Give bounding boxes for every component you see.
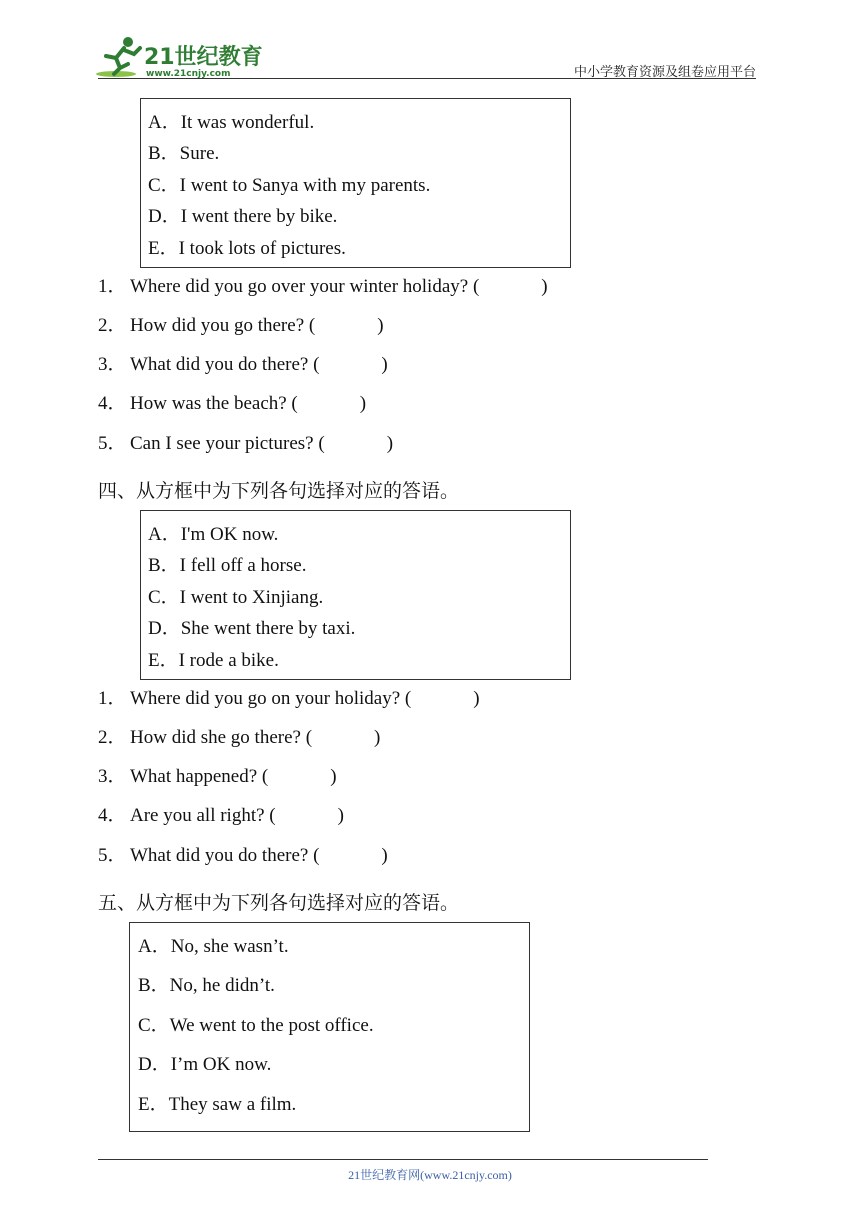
option-4c: C．I went to Xinjiang. xyxy=(148,587,324,608)
option-5d: D．I’m OK now. xyxy=(138,1054,272,1075)
question-4-3: 3． What happened? ( ) xyxy=(98,766,337,787)
question-4-5: 5． What did you do there? ( ) xyxy=(98,845,388,866)
option-4b: B．I fell off a horse. xyxy=(148,555,307,576)
option-3a: A．It was wonderful. xyxy=(148,112,315,133)
option-5c: C．We went to the post office. xyxy=(138,1015,374,1036)
section-5-heading: 五、从方框中为下列各句选择对应的答语。 xyxy=(98,892,460,914)
question-3-5: 5． Can I see your pictures? ( ) xyxy=(98,433,394,454)
option-5e: E．They saw a film. xyxy=(138,1094,297,1115)
option-3e: E．I took lots of pictures. xyxy=(148,238,346,259)
site-logo xyxy=(94,34,264,80)
option-5a: A．No, she wasn’t. xyxy=(138,936,289,957)
header-platform-text: 中小学教育资源及组卷应用平台 xyxy=(573,65,756,80)
svg-text:21世纪教育: 21世纪教育 xyxy=(144,45,263,70)
question-4-1: 1． Where did you go on your holiday? ( ) xyxy=(98,688,480,709)
runner-icon xyxy=(96,37,140,77)
option-3d: D．I went there by bike. xyxy=(148,206,338,227)
question-3-1: 1． Where did you go over your winter holiday? ( ) xyxy=(98,276,548,297)
section-4-heading: 四、从方框中为下列各句选择对应的答语。 xyxy=(98,480,460,502)
footer-link[interactable]: 21世纪教育网(www.21cnjy.com) xyxy=(348,1168,512,1182)
header-divider xyxy=(98,78,756,79)
option-4e: E．I rode a bike. xyxy=(148,650,279,671)
option-4d: D．She went there by taxi. xyxy=(148,618,356,639)
question-3-2: 2． How did you go there? ( ) xyxy=(98,315,384,336)
option-3c: C．I went to Sanya with my parents. xyxy=(148,175,431,196)
footer-divider xyxy=(98,1159,708,1160)
question-3-3: 3． What did you do there? ( ) xyxy=(98,354,388,375)
option-4a: A．I'm OK now. xyxy=(148,524,279,545)
option-3b: B．Sure. xyxy=(148,143,220,164)
question-4-2: 2． How did she go there? ( ) xyxy=(98,727,381,748)
question-3-4: 4． How was the beach? ( ) xyxy=(98,393,367,414)
question-4-4: 4． Are you all right? ( ) xyxy=(98,805,344,826)
svg-text:www.21cnjy.com: www.21cnjy.com xyxy=(146,69,231,79)
option-5b: B．No, he didn’t. xyxy=(138,975,275,996)
